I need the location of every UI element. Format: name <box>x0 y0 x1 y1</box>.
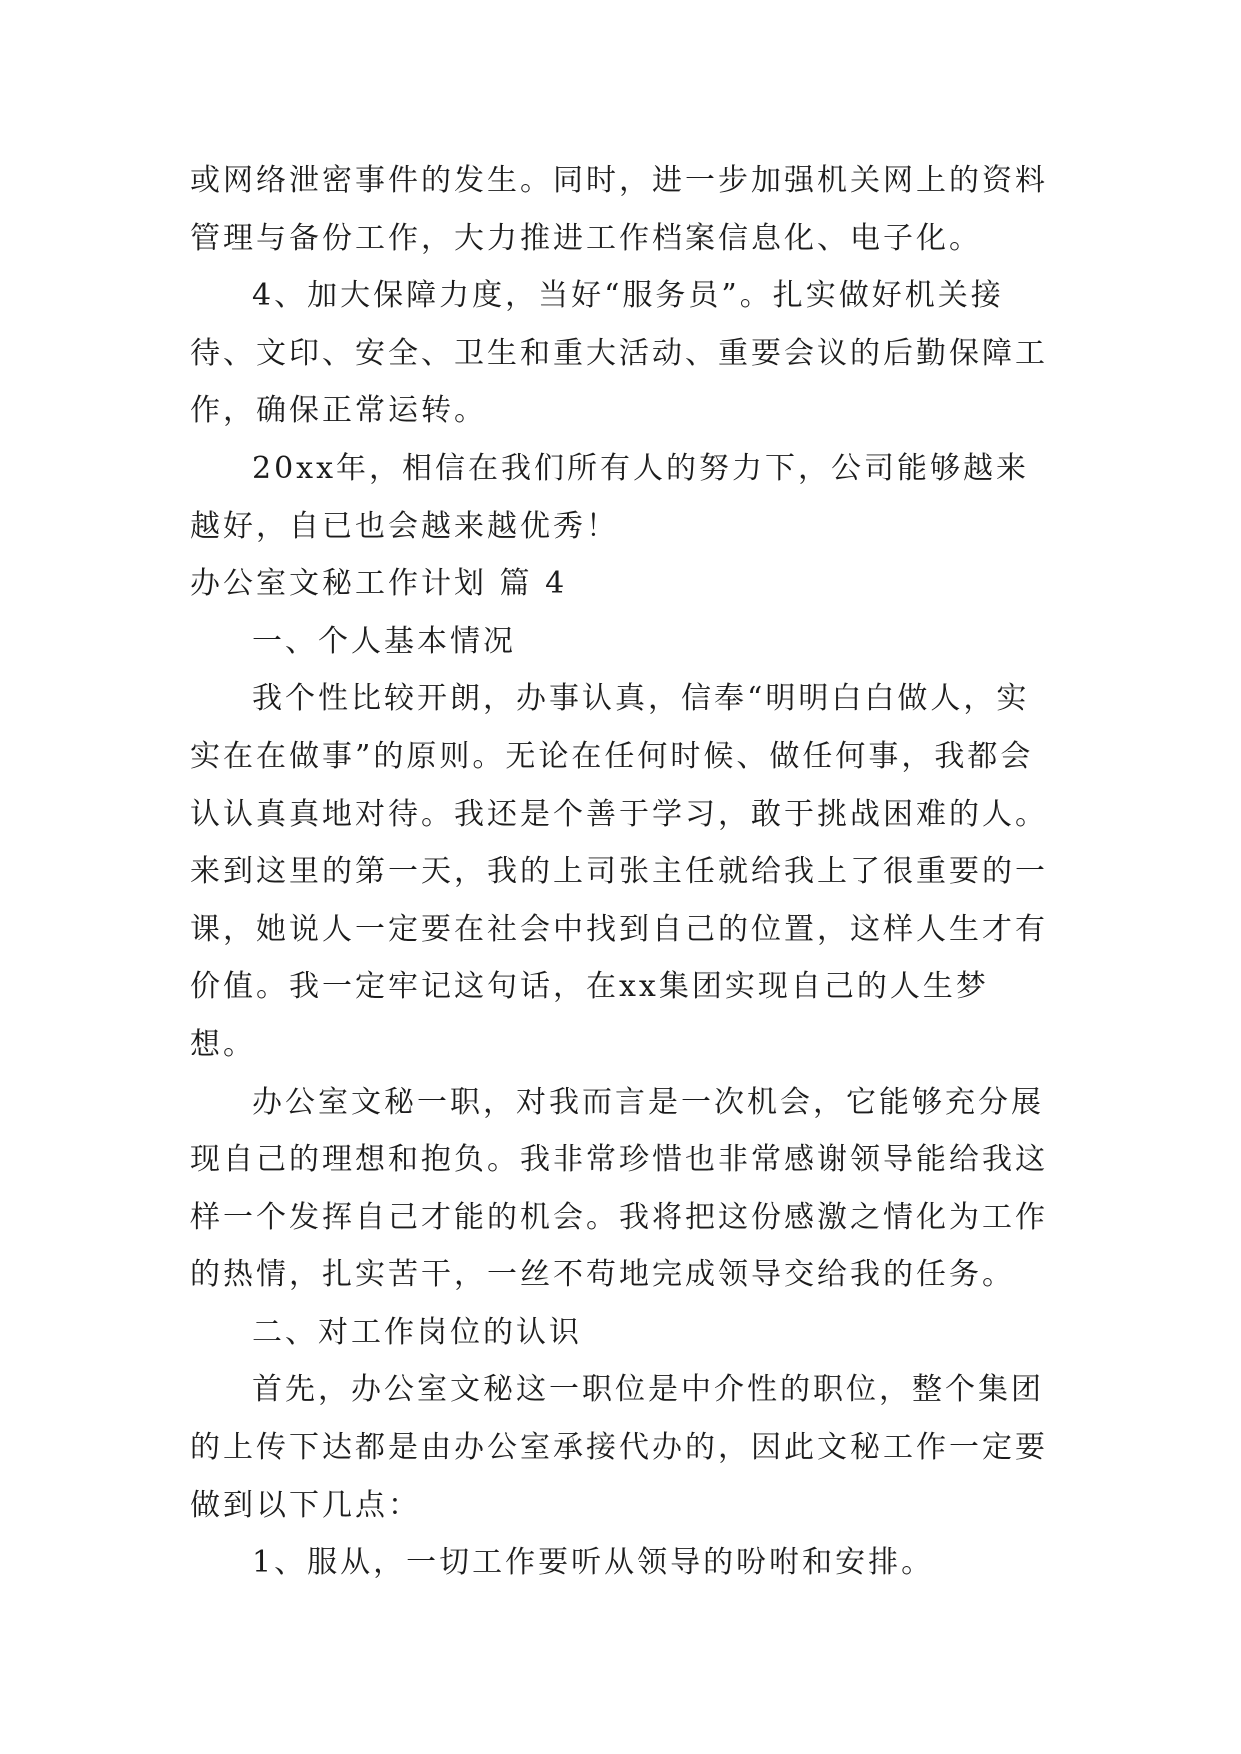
section-heading: 办公室文秘工作计划 篇 4 <box>190 566 568 602</box>
paragraph: 或网络泄密事件的发生。同时，进一步加强机关网上的资料管理与备份工作，大力推进工作档案信息化、电子化。 <box>190 163 1048 256</box>
list-item: 1、服从，一切工作要听从领导的吩咐和安排。 <box>252 1545 935 1581</box>
paragraph: 首先，办公室文秘这一职位是中介性的职位，整个集团的上传下达都是由办公室承接代办的，因此文秘工作一定要做到以下几点： <box>190 1372 1048 1523</box>
paragraph: 我个性比较开朗，办事认真，信奉“明明白白做人，实实在在做事”的原则。无论在任何时候、做任何事，我都会认认真真地对待。我还是个善于学习，敢于挑战困难的人。来到这里的第一天，我的上司张主任就给我上了很重要的一课，她说人一定要在社会中找到自己的位置，这样人生才有价值。我一定牢记这句话，在xx集团实现自己的人生梦想。 <box>190 681 1048 1062</box>
subsection-heading: 一、个人基本情况 <box>252 623 516 659</box>
document-page <box>190 152 1050 1712</box>
paragraph: 办公室文秘一职，对我而言是一次机会，它能够充分展现自己的理想和抱负。我非常珍惜也非常感谢领导能给我这样一个发挥自己才能的机会。我将把这份感激之情化为工作的热情，扎实苦干，一丝不苟地完成领导交给我的任务。 <box>190 1084 1048 1293</box>
paragraph: 4、加大保障力度，当好“服务员”。扎实做好机关接待、文印、安全、卫生和重大活动、重要会议的后勤保障工作，确保正常运转。 <box>190 278 1048 429</box>
subsection-heading: 二、对工作岗位的认识 <box>252 1314 582 1350</box>
paragraph: 20xx年，相信在我们所有人的努力下，公司能够越来越好，自已也会越来越优秀！ <box>190 450 1030 544</box>
